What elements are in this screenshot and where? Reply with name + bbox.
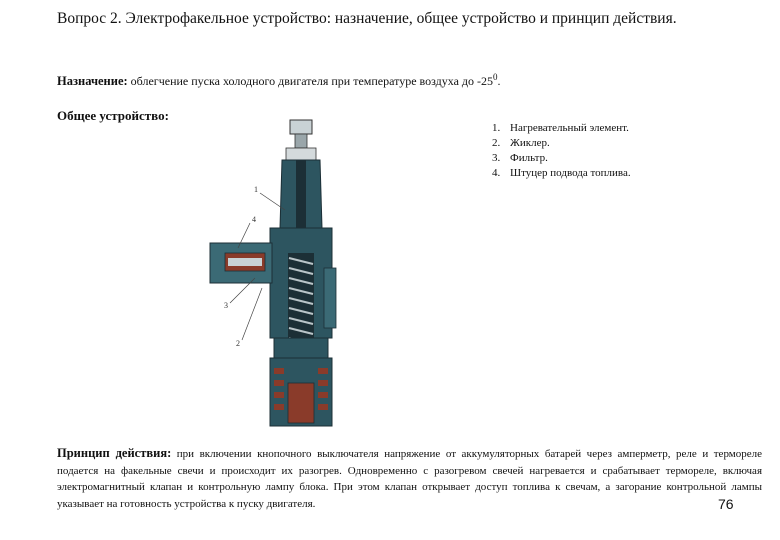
list-item-label: Жиклер. <box>510 137 550 149</box>
hex-flat <box>324 268 336 328</box>
jet-nozzle <box>288 383 314 423</box>
center-rod <box>296 160 306 230</box>
page-number: 76 <box>718 496 734 512</box>
list-item <box>492 166 631 181</box>
purpose-label: Назначение: <box>57 74 128 88</box>
purpose-end: . <box>497 74 501 88</box>
terminal-stud <box>295 134 307 148</box>
callout-label: 3 <box>224 301 228 310</box>
washer <box>286 148 316 160</box>
list-item-number: 3. <box>492 152 501 164</box>
principle-label: Принцип действия: <box>57 446 172 460</box>
list-item <box>492 121 631 136</box>
list-item-number: 4. <box>492 167 501 179</box>
list-item <box>492 151 631 166</box>
list-item-number: 1. <box>492 122 501 134</box>
degree-mark: 0 <box>493 72 498 82</box>
page-title: Вопрос 2. Электрофакельное устройство: назначение, общее устройство и принцип действия. <box>57 10 677 27</box>
glow-plug-cutaway-figure <box>200 118 360 428</box>
list-item <box>492 136 631 151</box>
list-item-number: 2. <box>492 137 501 149</box>
callout-label: 2 <box>236 339 240 348</box>
callout-label: 1 <box>254 185 258 194</box>
list-item-label: Нагревательный элемент. <box>510 122 629 134</box>
principle-text: при включении кнопочного выключателя напряжение от аккумуляторных батарей через амперметр, реле и терморелe подается на факельные свечи и происходит их разогрев. Одновременно с разогревом свечей нагревается и срабатывает терморелe, включая электромагнитный клапан и контрольную лампу блока. При этом клапан открывает доступ топлива к свечам, а загорание контрольной лампы указывает на готовность устройства к пуску двигателя. <box>57 448 762 510</box>
top-nut <box>290 120 312 134</box>
purpose-text: облегчение пуска холодного двигателя при температуре воздуха до -25 <box>130 74 494 88</box>
fuel-channel <box>228 258 262 266</box>
principle-paragraph <box>57 445 762 512</box>
list-item-label: Фильтр. <box>510 152 548 164</box>
callout-label: 4 <box>252 215 256 224</box>
parts-list <box>492 121 631 181</box>
list-item-label: Штуцер подвода топлива. <box>510 167 631 179</box>
purpose-paragraph <box>57 72 501 89</box>
collar <box>274 338 328 358</box>
structure-heading: Общее устройство: <box>57 108 169 123</box>
